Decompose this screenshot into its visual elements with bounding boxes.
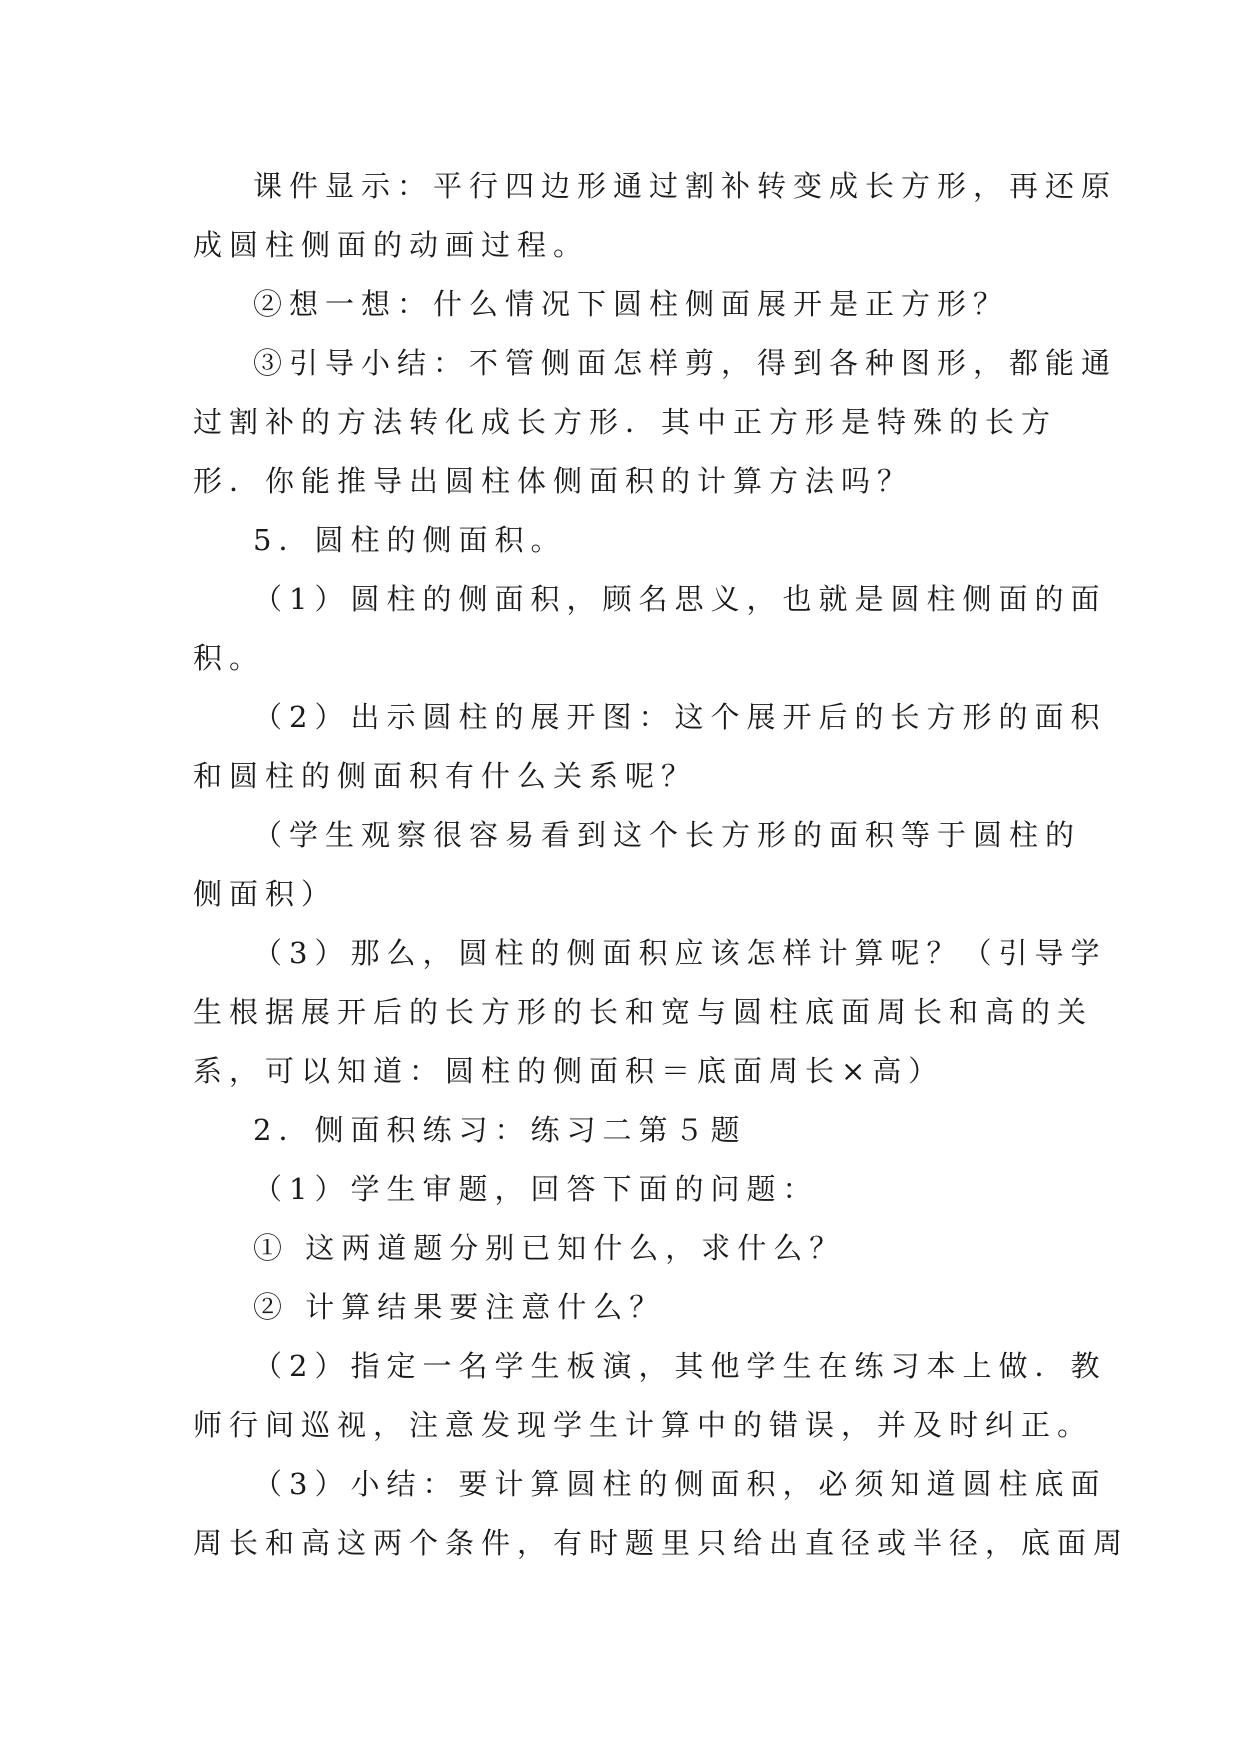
text-line-13: 侧面积） [193, 877, 338, 911]
text-line-24: 周长和高这两个条件，有时题里只给出直径或半径，底面周 [193, 1526, 1130, 1560]
text-line-21: （2）指定一名学生板演，其他学生在练习本上做．教 [253, 1349, 1107, 1383]
text-line-10: （2）出示圆柱的展开图：这个展开后的长方形的面积 [253, 700, 1107, 734]
text-line-23: （3）小结：要计算圆柱的侧面积，必须知道圆柱底面 [253, 1467, 1107, 1501]
text-line-12: （学生观察很容易看到这个长方形的面积等于圆柱的 [253, 818, 1082, 852]
text-line-22: 师行间巡视，注意发现学生计算中的错误，并及时纠正。 [193, 1408, 1094, 1442]
text-line-6: 形．你能推导出圆柱体侧面积的计算方法吗？ [193, 464, 914, 498]
text-line-11: 和圆柱的侧面积有什么关系呢？ [193, 759, 698, 793]
text-line-3: ②想一想：什么情况下圆柱侧面展开是正方形？ [253, 287, 1010, 321]
text-line-18: （1）学生审题，回答下面的问题： [253, 1172, 819, 1206]
text-line-19: ① 这两道题分别已知什么，求什么？ [253, 1231, 846, 1265]
text-line-2: 成圆柱侧面的动画过程。 [193, 228, 590, 262]
section-heading-2: 2．侧面积练习：练习二第５题 [253, 1113, 747, 1147]
text-line-20: ② 计算结果要注意什么？ [253, 1290, 666, 1324]
text-line-4: ③引导小结：不管侧面怎样剪，得到各种图形，都能通 [253, 346, 1118, 380]
text-line-14: （3）那么，圆柱的侧面积应该怎样计算呢？（引导学 [253, 936, 1107, 970]
text-line-8: （1）圆柱的侧面积，顾名思义，也就是圆柱侧面的面 [253, 582, 1107, 616]
text-line-9: 积。 [193, 641, 266, 675]
text-line-15: 生根据展开后的长方形的长和宽与圆柱底面周长和高的关 [193, 995, 1094, 1029]
section-heading-5: 5．圆柱的侧面积。 [253, 523, 567, 557]
text-line-5: 过割补的方法转化成长方形．其中正方形是特殊的长方 [193, 405, 1058, 439]
text-line-1: 课件显示：平行四边形通过割补转变成长方形，再还原 [253, 169, 1118, 203]
text-line-16: 系，可以知道：圆柱的侧面积＝底面周长×高） [193, 1054, 945, 1088]
